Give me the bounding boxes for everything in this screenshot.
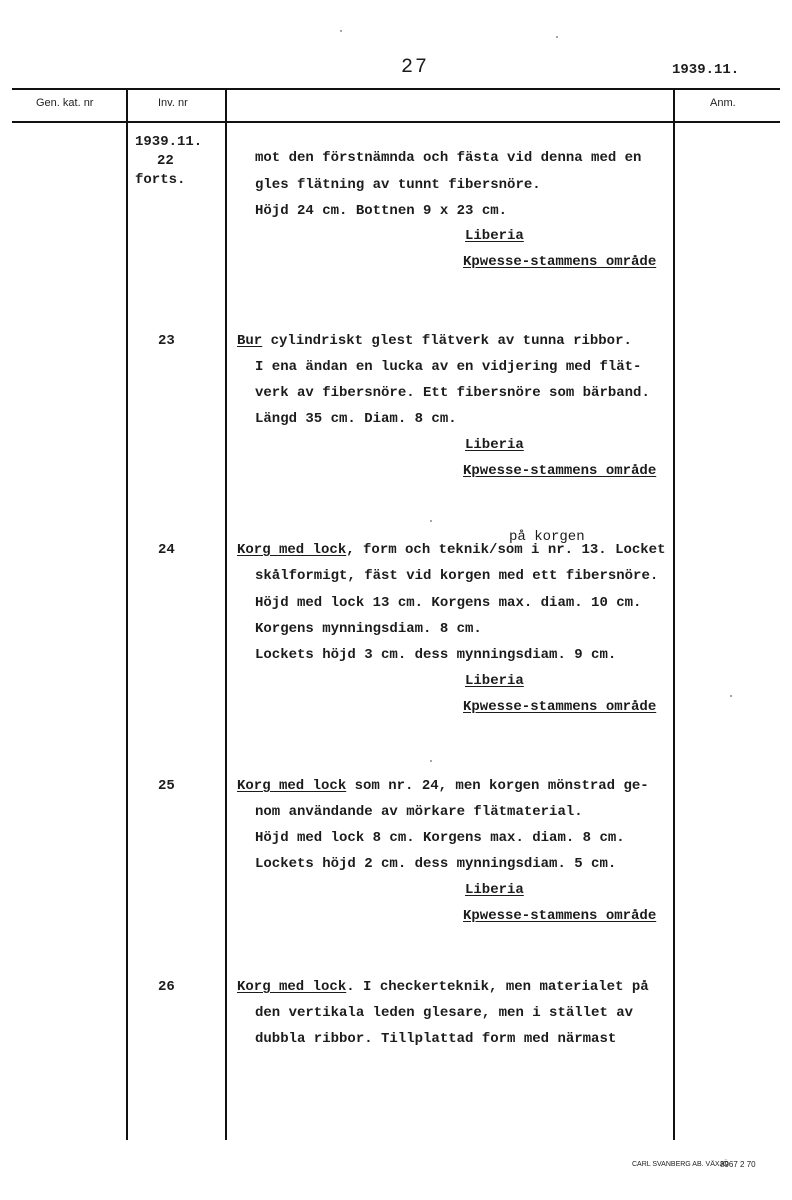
- inv-number: 24: [158, 542, 175, 558]
- catalog-year: 1939.11.: [672, 62, 740, 78]
- inv-number: 23: [158, 333, 175, 349]
- printer-imprint: CARL SVANBERG AB. VÄXJÖ: [632, 1161, 729, 1168]
- entry-first-line-rest: . I checkerteknik, men materialet på: [346, 979, 649, 995]
- entry-place: Liberia: [465, 882, 524, 898]
- entry-first-line: [237, 333, 632, 349]
- entry-area: Kpwesse-stammens område: [463, 254, 657, 270]
- entry-title: Korg med lock: [237, 542, 347, 558]
- entry-first-line-rest: cylindriskt glest flätverk av tunna ribbor.: [262, 333, 632, 349]
- entry-line: Lockets höjd 2 cm. dess mynningsdiam. 5 cm.: [255, 856, 617, 872]
- inv-number-line2: 22: [157, 153, 174, 169]
- entry-line: Höjd 24 cm. Bottnen 9 x 23 cm.: [255, 203, 508, 219]
- entry-area: Kpwesse-stammens område: [463, 463, 657, 479]
- inv-number-line1: 1939.11.: [135, 134, 203, 150]
- column-header-anm: Anm.: [710, 97, 736, 109]
- page-number: 27: [401, 56, 430, 79]
- entry-title: Korg med lock: [237, 979, 347, 995]
- entry-line: mot den förstnämnda och fästa vid denna med en: [255, 150, 642, 166]
- entry-place: Liberia: [465, 673, 524, 689]
- entry-line: den vertikala leden glesare, men i stället av: [255, 1005, 634, 1021]
- entry-line: Höjd med lock 13 cm. Korgens max. diam. 10 cm.: [255, 595, 642, 611]
- entry-first-line: [237, 542, 665, 558]
- entry-area: Kpwesse-stammens område: [463, 699, 657, 715]
- entry-first-line-rest: som nr. 24, men korgen mönstrad ge-: [346, 778, 649, 794]
- inv-number-line3: forts.: [135, 172, 186, 188]
- scan-speck: [556, 36, 558, 38]
- column-rule-anm: [673, 88, 675, 1140]
- entry-first-line: [237, 778, 649, 794]
- entry-area: Kpwesse-stammens område: [463, 908, 657, 924]
- entry-title: Bur: [237, 333, 263, 349]
- entry-line: Korgens mynningsdiam. 8 cm.: [255, 621, 482, 637]
- entry-line: Höjd med lock 8 cm. Korgens max. diam. 8 cm.: [255, 830, 625, 846]
- entry-line: skålformigt, fäst vid korgen med ett fibersnöre.: [255, 568, 659, 584]
- column-header-inv-nr: Inv. nr: [158, 97, 188, 109]
- entry-line: dubbla ribbor. Tillplattad form med närmast: [255, 1031, 617, 1047]
- entry-line: verk av fibersnöre. Ett fibersnöre som bärband.: [255, 385, 650, 401]
- entry-first-line-rest: , form och teknik/som i nr. 13. Locket: [346, 542, 666, 558]
- form-code: 8967 2 70: [720, 1160, 756, 1169]
- scan-speck: [730, 695, 732, 697]
- entry-line: Längd 35 cm. Diam. 8 cm.: [255, 411, 457, 427]
- inv-number: 26: [158, 979, 175, 995]
- entry-first-line: [237, 979, 649, 995]
- handwritten-insertion: på korgen: [509, 529, 585, 545]
- entry-line: Lockets höjd 3 cm. dess mynningsdiam. 9 cm.: [255, 647, 617, 663]
- entry-line: nom användande av mörkare flätmaterial.: [255, 804, 583, 820]
- entry-title: Korg med lock: [237, 778, 347, 794]
- column-header-gen-kat-nr: Gen. kat. nr: [36, 97, 94, 109]
- scan-speck: [340, 30, 342, 32]
- scan-speck: [430, 520, 432, 522]
- entry-line: gles flätning av tunnt fibersnöre.: [255, 177, 541, 193]
- entry-place: Liberia: [465, 228, 524, 244]
- column-rule-left: [126, 88, 128, 1140]
- entry-line: I ena ändan en lucka av en vidjering med flät-: [255, 359, 642, 375]
- inv-number: 25: [158, 778, 175, 794]
- entry-place: Liberia: [465, 437, 524, 453]
- column-rule-inv: [225, 88, 227, 1140]
- scan-speck: [430, 760, 432, 762]
